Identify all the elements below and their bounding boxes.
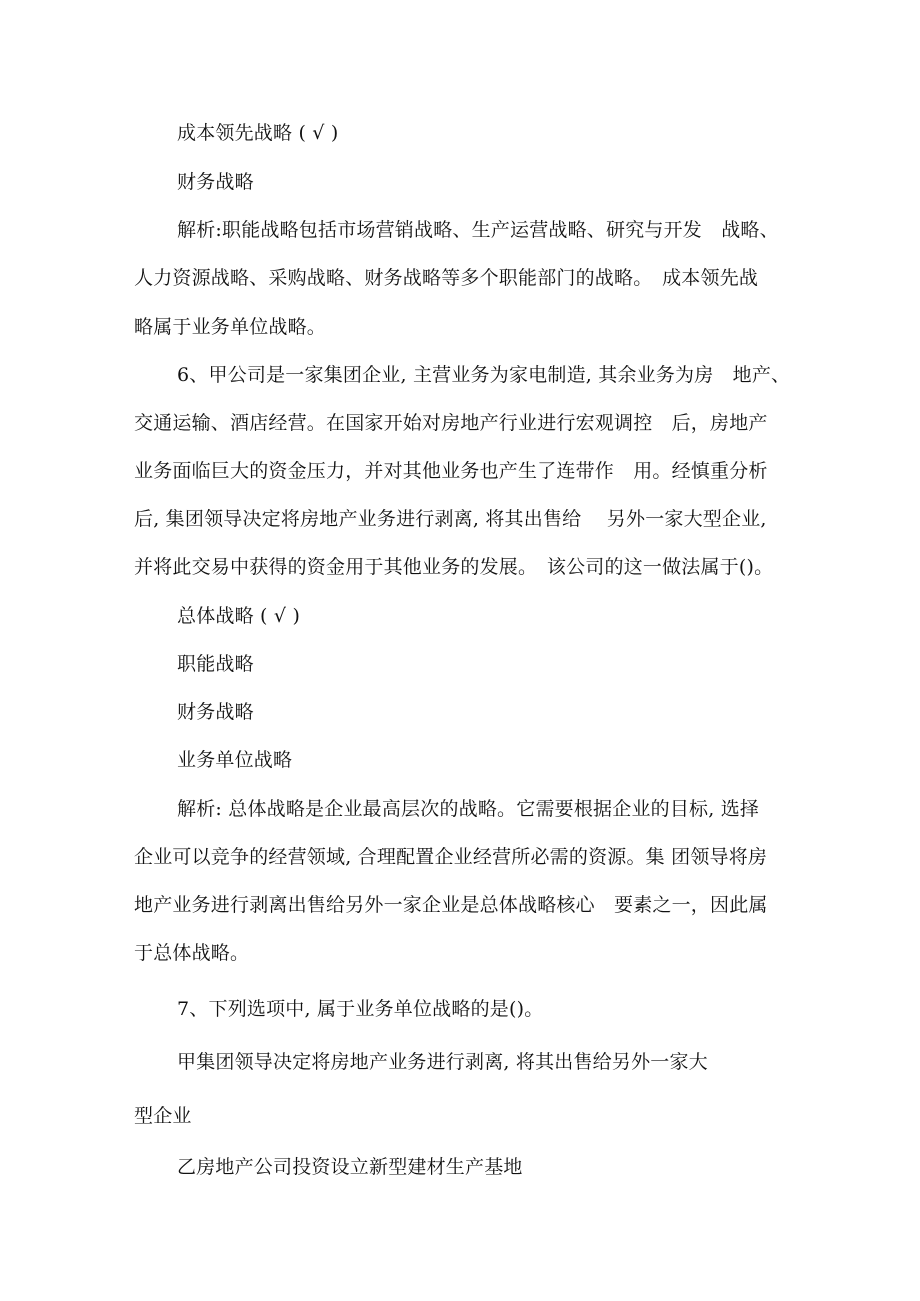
option-7b: 乙房地产公司投资设立新型建材生产基地: [177, 1156, 523, 1178]
analysis-line: 企业可以竞争的经营领域, 合理配置企业经营所必需的资源。集 团领导将房: [134, 846, 768, 868]
question-6-line: 业务面临巨大的资金压力，并对其他业务也产生了连带作 用。经慎重分析: [134, 460, 768, 482]
analysis-line: 解析: 总体战略是企业最高层次的战略。它需要根据企业的目标, 选择: [177, 798, 760, 820]
analysis-line: 人力资源战略、采购战略、财务战略等多个职能部门的战略。 成本领先战: [134, 267, 759, 289]
question-6-line: 交通运输、酒店经营。在国家开始对房地产行业进行宏观调控 后，房地产: [134, 412, 768, 434]
question-6-line: 6、甲公司是一家集团企业, 主营业务为家电制造, 其余业务为房 地产、: [177, 364, 791, 386]
option-financial-strategy: 财务战略: [177, 701, 254, 723]
analysis-line: 解析:职能战略包括市场营销战略、生产运营战略、研究与开发 战略、: [177, 219, 779, 241]
option-7a-line: 甲集团领导决定将房地产业务进行剥离, 将其出售给另外一家大: [177, 1051, 708, 1073]
option-financial-strategy: 财务战略: [177, 171, 254, 193]
option-overall-strategy: 总体战略 ( √ ): [177, 605, 301, 627]
option-cost-leadership: 成本领先战略 ( √ ): [177, 122, 339, 144]
question-6-line: 后, 集团领导决定将房地产业务进行剥离, 将其出售给 另外一家大型企业,: [134, 508, 767, 530]
question-7: 7、下列选项中, 属于业务单位战略的是()。: [177, 998, 544, 1020]
option-business-unit-strategy: 业务单位战略: [177, 749, 293, 771]
analysis-line: 略属于业务单位战略。: [134, 316, 327, 338]
analysis-line: 地产业务进行剥离出售给另外一家企业是总体战略核心 要素之一，因此属: [134, 894, 768, 916]
option-7a-line: 型企业: [134, 1105, 192, 1127]
question-6-line: 并将此交易中获得的资金用于其他业务的发展。 该公司的这一做法属于()。: [134, 556, 774, 578]
analysis-line: 于总体战略。: [134, 942, 250, 964]
option-functional-strategy: 职能战略: [177, 653, 254, 675]
